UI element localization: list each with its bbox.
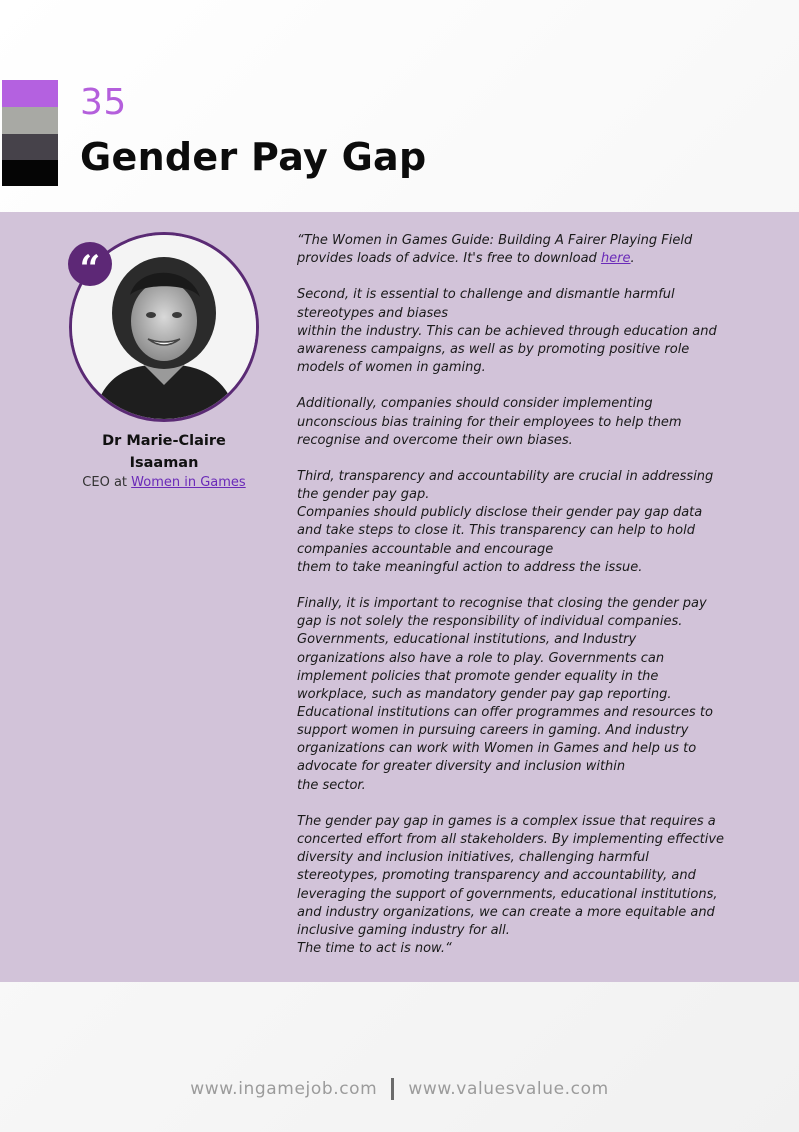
author-role: [60, 474, 268, 492]
footer-divider: [391, 1078, 394, 1100]
quote-line: the gender pay gap.: [297, 487, 430, 503]
author-name: Dr Marie-Claire Isaaman: [102, 433, 226, 471]
quote-line: inclusive gaming industry for all.: [297, 922, 510, 938]
page-number: 35: [80, 82, 127, 123]
quote-line: Third, transparency and accountability are crucial in addressing: [297, 468, 714, 484]
quote-line: workplace, such as mandatory gender pay gap reporting.: [297, 686, 672, 702]
black-swatch: [2, 160, 58, 186]
quote-line: companies accountable and encourage: [297, 541, 554, 557]
quote-line-end: .: [630, 251, 635, 267]
quote-line: organizations also have a role to play. Governments can: [297, 650, 665, 666]
grey-swatch: [2, 107, 58, 134]
quote-mark-icon: “: [68, 242, 112, 286]
quote-line: and industry organizations, we can create a more equitable and: [297, 904, 715, 920]
quote-paragraph-4: [297, 468, 757, 577]
quote-line-text: provides loads of advice. It's free to download: [297, 251, 601, 267]
quote-line: The gender pay gap in games is a complex issue that requires a: [297, 813, 716, 829]
quote-line: gap is not solely the responsibility of individual companies.: [297, 614, 683, 630]
footer-link-valuesvalue[interactable]: www.valuesvalue.com: [408, 1079, 609, 1099]
quote-line: organizations can work with Women in Games and help us to: [297, 741, 697, 757]
quote-paragraph-1: [297, 232, 757, 268]
quote-paragraph-2: [297, 286, 757, 377]
quote-line: awareness campaigns, as well as by promoting positive role: [297, 341, 690, 357]
footer-link-ingamejob[interactable]: www.ingamejob.com: [190, 1079, 378, 1099]
author-role-prefix: CEO at: [82, 475, 132, 490]
quote-line: The time to act is now.“: [297, 941, 452, 957]
quote-line: Governments, educational institutions, and Industry: [297, 632, 637, 648]
quote-line: stereotypes, promoting transparency and accountability, and: [297, 868, 696, 884]
quote-line: stereotypes and biases: [297, 305, 449, 321]
quote-line: models of women in gaming.: [297, 360, 486, 376]
quote-line: Second, it is essential to challenge and dismantle harmful: [297, 287, 675, 303]
quote-line: concerted effort from all stakeholders. By implementing effective: [297, 832, 725, 848]
quote-line: Educational institutions can offer programmes and resources to: [297, 705, 713, 720]
quote-line: Finally, it is important to recognise that closing the gender pay: [297, 596, 707, 612]
quote-line: recognise and overcome their own biases.: [297, 432, 573, 448]
quote-line: “The Women in Games Guide: Building A Fairer Playing Field: [297, 233, 693, 248]
download-here-link[interactable]: here: [600, 251, 631, 267]
quote-line: within the industry. This can be achieved through education and: [297, 323, 717, 339]
quote-line: the sector.: [297, 777, 366, 793]
color-swatches: [2, 80, 58, 186]
quote-line: Companies should publicly disclose their gender pay gap data: [297, 505, 703, 521]
quote-line: Additionally, companies should consider implementing: [297, 396, 653, 412]
quote-body: [297, 232, 757, 976]
quote-line: unconscious bias training for their employees to help them: [297, 414, 682, 430]
quote-line: support women in pursuing careers in gaming. And industry: [297, 723, 689, 739]
organization-link[interactable]: Women in Games: [131, 475, 246, 490]
purple-swatch: [2, 80, 58, 107]
quote-line: them to take meaningful action to address the issue.: [297, 559, 643, 575]
quote-paragraph-6: [297, 813, 757, 958]
quote-paragraph-5: [297, 595, 757, 795]
quote-line: [297, 250, 757, 268]
dark-grey-swatch: [2, 134, 58, 160]
quote-paragraph-3: [297, 395, 757, 449]
page-title: Gender Pay Gap: [80, 135, 427, 179]
quote-line: diversity and inclusion initiatives, challenging harmful: [297, 850, 649, 866]
quote-line: implement policies that promote gender equality in the: [297, 668, 659, 684]
quote-line: advocate for greater diversity and inclusion within: [297, 759, 626, 775]
quote-line: and take steps to close it. This transparency can help to hold: [297, 523, 695, 539]
quote-line: leveraging the support of governments, educational institutions,: [297, 886, 718, 902]
footer: [0, 1078, 799, 1100]
